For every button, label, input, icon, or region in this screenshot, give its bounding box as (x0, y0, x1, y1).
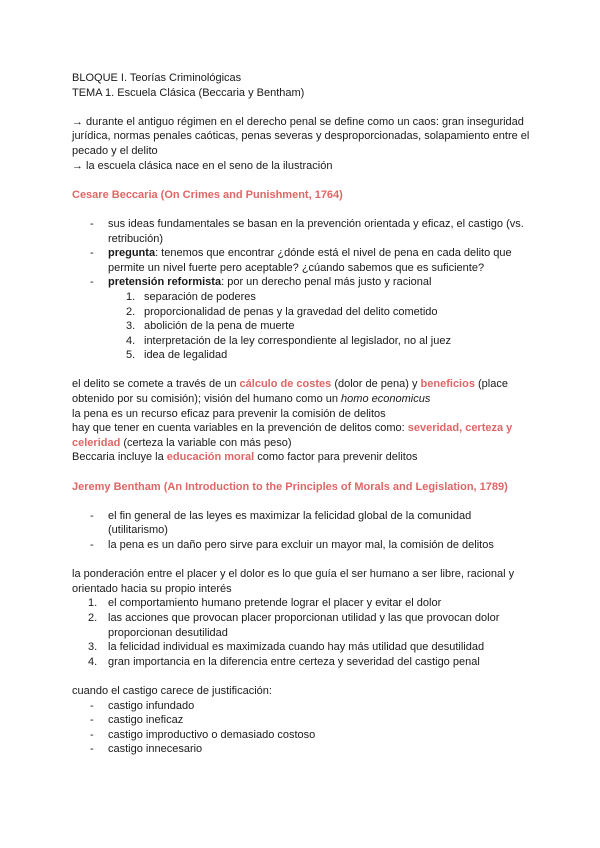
bold-term: pretensión reformista (108, 276, 222, 289)
list-item: 3. la felicidad individual es maximizada cuando hay más utilidad que desutilidad (88, 641, 485, 654)
intro-paragraph: → durante el antiguo régimen en el derecho penal se define como un caos: gran inseguridad jurídica, normas penales caóticas, penas severas y desproporcionadas, solapamiento entre el pecado y el delito (72, 115, 530, 157)
castigo-list (72, 699, 534, 757)
document-page (72, 71, 534, 757)
bentham-bullets (72, 509, 534, 553)
list-item: 2. las acciones que provocan placer proporcionan utilidad y las que provocan dolor proporcionan desutilidad (88, 611, 500, 639)
list-item: - sus ideas fundamentales se basan en la prevención orientada y eficaz, el castigo (vs. retribución) (72, 217, 534, 246)
paragraph: el delito se comete a través de un cálculo de costes (dolor de pena) y beneficios (place obtenido por su comisión); visión del humano como un homo economicus (72, 378, 508, 406)
section-heading-beccaria: Cesare Beccaria (On Crimes and Punishment, 1764) (72, 188, 343, 201)
list-item: - castigo ineficaz (72, 713, 534, 728)
highlight: educación moral (166, 451, 255, 464)
list-item: - castigo improductivo o demasiado costoso (72, 728, 534, 743)
highlight: beneficios (420, 378, 475, 391)
bentham-list (72, 596, 534, 669)
bold-term: pregunta (108, 247, 156, 260)
list-item: 2. proporcionalidad de penas y la gravedad del delito cometido (126, 305, 438, 318)
list-item: 5. idea de legalidad (126, 349, 228, 362)
paragraph: Beccaria incluye la educación moral como factor para prevenir delitos (72, 451, 418, 464)
section-heading-bentham: Jeremy Bentham (An Introduction to the Principles of Morals and Legislation, 1789) (72, 480, 508, 493)
paragraph: la ponderación entre el placer y el dolor es lo que guía el ser humano a ser libre, racional y orientado hacia su propio interés (72, 568, 515, 595)
intro-paragraph: → la escuela clásica nace en el seno de la ilustración (72, 159, 333, 172)
list-item: 4. interpretación de la ley correspondiente al legislador, no al juez (126, 334, 451, 347)
list-item: 3. abolición de la pena de muerte (126, 320, 295, 333)
list-item: - la pena es un daño pero sirve para excluir un mayor mal, la comisión de delitos (72, 538, 534, 553)
list-item: 4. gran importancia en la diferencia entre certeza y severidad del castigo penal (88, 655, 480, 668)
list-item: 1. separación de poderes (126, 290, 256, 303)
list-item (72, 275, 534, 290)
list-item: 1. el comportamiento humano pretende lograr el placer y evitar el dolor (88, 597, 442, 610)
paragraph: hay que tener en cuenta variables en la prevención de delitos como: severidad, certeza y celeridad (certeza la variable con más peso) (72, 422, 513, 449)
highlight: cálculo de costes (239, 378, 332, 391)
list-item: - el fin general de las leyes es maximizar la felicidad global de la comunidad (utilitarismo) (72, 509, 534, 538)
block-title: BLOQUE I. Teorías Criminológicas (72, 72, 242, 84)
paragraph: cuando el castigo carece de justificación: (72, 684, 272, 697)
italic-term: homo economicus (341, 393, 431, 406)
highlight: severidad, certeza y celeridad (72, 422, 513, 449)
paragraph: la pena es un recurso eficaz para prevenir la comisión de delitos (72, 407, 386, 420)
list-item (72, 246, 534, 275)
reform-list (72, 290, 534, 363)
list-item: - castigo innecesario (72, 742, 534, 757)
list-item: - castigo infundado (72, 699, 534, 714)
list-text: : tenemos que encontrar ¿dónde está el nivel de pena en cada delito que permite un nivel fuerte pero aceptable? ¿cúando sabemos que es suficiente? (108, 247, 512, 274)
topic-title: TEMA 1. Escuela Clásica (Beccaria y Bentham) (72, 86, 305, 99)
list-text: : por un derecho penal más justo y racional (221, 276, 432, 289)
beccaria-bullets (72, 217, 534, 290)
